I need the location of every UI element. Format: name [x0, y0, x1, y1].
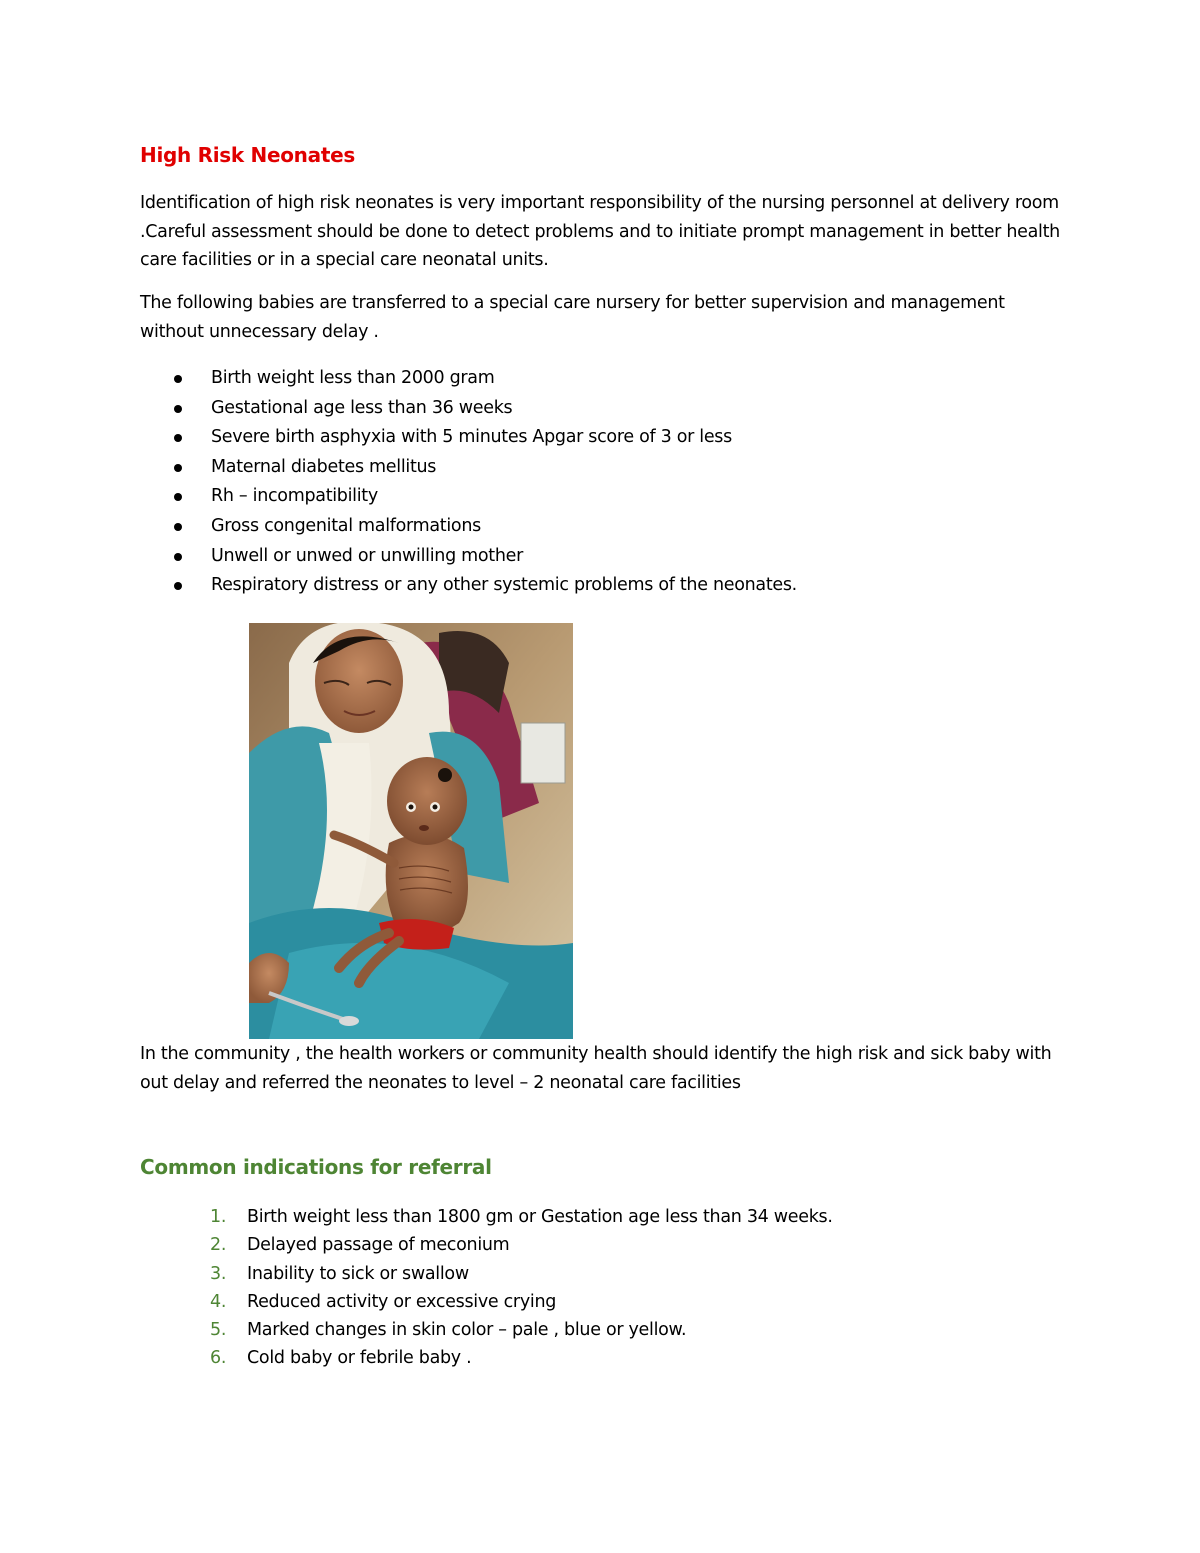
- list-item: Respiratory distress or any other systemic problems of the neonates.: [140, 571, 797, 601]
- list-item: Maternal diabetes mellitus: [140, 453, 797, 483]
- list-item: Gestational age less than 36 weeks: [140, 394, 797, 424]
- bullet-icon: [174, 493, 182, 501]
- bullet-icon: [174, 405, 182, 413]
- list-number: 2.: [210, 1235, 227, 1256]
- list-number: 3.: [210, 1263, 227, 1284]
- list-item: Unwell or unwed or unwilling mother: [140, 542, 797, 572]
- community-paragraph: In the community , the health workers or community health should identify the high risk and sick baby with out delay and referred the neonates to level – 2 neonatal care facilities: [140, 1044, 1052, 1093]
- bullet-icon: [174, 582, 182, 590]
- bullet-icon: [174, 434, 182, 442]
- list-number: 5.: [210, 1320, 227, 1341]
- list-item: 6. Cold baby or febrile baby .: [140, 1344, 833, 1372]
- bullet-icon: [174, 375, 182, 383]
- list-number: 4.: [210, 1291, 227, 1312]
- bullet-icon: [174, 464, 182, 472]
- transfer-criteria-list: [140, 364, 797, 601]
- intro-paragraph: Identification of high risk neonates is very important responsibility of the nursing personnel at delivery room .Careful assessment should be done to detect problems and to initiate prompt management in better health care facilities or in a special care neonatal units.: [140, 193, 1060, 270]
- list-number: 6.: [210, 1348, 227, 1369]
- list-item: Severe birth asphyxia with 5 minutes Apgar score of 3 or less: [140, 423, 797, 453]
- referral-indications-list: [140, 1203, 833, 1373]
- list-item: 5. Marked changes in skin color – pale , blue or yellow.: [140, 1316, 833, 1344]
- transfer-paragraph: The following babies are transferred to a special care nursery for better supervision and management without unnecessary delay .: [140, 293, 1005, 342]
- list-item: Gross congenital malformations: [140, 512, 797, 542]
- list-item: 2. Delayed passage of meconium: [140, 1231, 833, 1259]
- list-item: 1. Birth weight less than 1800 gm or Gestation age less than 34 weeks.: [140, 1203, 833, 1231]
- list-item: Birth weight less than 2000 gram: [140, 364, 797, 394]
- list-item: Rh – incompatibility: [140, 482, 797, 512]
- heading-high-risk-neonates: High Risk Neonates: [140, 143, 355, 167]
- heading-common-indications: Common indications for referral: [140, 1155, 492, 1179]
- list-item: 3. Inability to sick or swallow: [140, 1260, 833, 1288]
- bullet-icon: [174, 553, 182, 561]
- bullet-icon: [174, 523, 182, 531]
- list-item: 4. Reduced activity or excessive crying: [140, 1288, 833, 1316]
- list-number: 1.: [210, 1207, 227, 1227]
- mother-and-infant-photo: [249, 623, 573, 1039]
